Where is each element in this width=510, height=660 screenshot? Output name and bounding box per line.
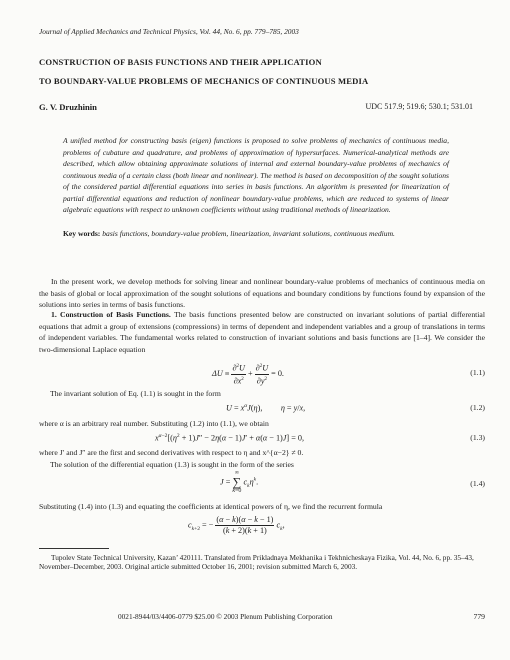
equation-number-1-4: (1.4) xyxy=(470,479,485,488)
text-where-alpha: where α is an arbitrary real number. Substituting (1.2) into (1.1), we obtain xyxy=(39,419,269,428)
author-name: G. V. Druzhinin xyxy=(39,102,97,112)
keywords-label: Key words: xyxy=(63,229,101,238)
equation-number-1-2: (1.2) xyxy=(470,403,485,412)
text-where-J: where J′ and J″ are the first and second derivatives with respect to η and x^{α−2} ≠ 0. xyxy=(39,448,304,457)
copyright-line: 0021-8944/03/4406-0779 $25.00 © 2003 Plenum Publishing Corporation xyxy=(118,612,333,621)
equation-recurrent: $c_{k+2}$ = − $\frac{(\alpha - k)(\alpha - k - 1)}{(k + 2)(k + 1)}$ $c_k$, xyxy=(188,515,285,535)
equation-1-1: ΔU ≡ $\frac{\partial^2U}{\partial x^2}$ + $\frac{\partial^2U}{\partial y^2}$ = 0. xyxy=(212,363,284,386)
equation-1-2: $U = x^\alpha J(\eta)$, η = y/x, xyxy=(226,403,306,413)
section-1-paragraph xyxy=(39,309,485,355)
keywords-list: basis functions, boundary-value problem, linearization, invariant solutions, continuous medium. xyxy=(102,229,395,238)
udc-codes: UDC 517.9; 519.6; 530.1; 531.01 xyxy=(365,102,473,111)
equation-1-3: $x^{\alpha-2}[(\eta^2 + 1)J'' - 2\eta(\alpha - 1)J' + \alpha(\alpha - 1)J] = 0$, xyxy=(155,433,305,443)
page-number: 779 xyxy=(473,612,485,621)
article-title-line-1: CONSTRUCTION OF BASIS FUNCTIONS AND THEIR APPLICATION xyxy=(39,57,322,67)
abstract: A unified method for constructing basis (eigen) functions is proposed to solve problems of mechanics of continuous media, problems of cubature and quadrature, and problems of approximation of hypersurfaces. Numerical-analytical methods are described, which allow obtaining approximate solutions of internal and external boundary-value problems of mechanics of continuous media of a certain class (both linear and nonlinear). The method is based on decomposition of the sought solutions of the considered partial differential equations into series in basis functions. An algorithm is presented for linearization of partial differential equations and reduction of nonlinear boundary-value problems, which are reduced to systems of linear algebraic equations with respect to unknown coefficients without using traditional methods of linearization. xyxy=(63,136,449,214)
equation-1-4: J = ∞ ∑ k=0 $c_k\eta^k$. xyxy=(220,470,259,494)
equation-number-1-3: (1.3) xyxy=(470,433,485,442)
article-title-line-2: TO BOUNDARY-VALUE PROBLEMS OF MECHANICS OF CONTINUOUS MEDIA xyxy=(39,76,369,86)
text-series: The solution of the differential equation (1.3) is sought in the form of the series xyxy=(50,460,294,469)
equation-number-1-1: (1.1) xyxy=(470,368,485,377)
footnote-rule xyxy=(39,548,109,549)
keywords xyxy=(63,228,449,240)
section-text: The basis functions presented below are constructed on invariant solutions of partial differential equations that admit a group of extensions (compressions) in terms of dependent and independent variables and a group of translations in terms of independent variables. The fundamental works related to construction of invariant solutions and basis functions are [1–4]. We consider the two-dimensional Laplace equation xyxy=(39,310,485,354)
footnote: Tupolev State Technical University, Kazan’ 420111. Translated from Prikladnaya Mekhanika i Tekhnicheskaya Fizika, Vol. 44, No. 6, pp. 35–43, November–December, 2003. Original article submitted October 16, 2001; revision submitted March 6, 2003. xyxy=(39,553,474,572)
text-substituting: Substituting (1.4) into (1.3) and equating the coefficients at identical powers of η, we find the recurrent formula xyxy=(39,502,383,511)
section-heading: 1. Construction of Basis Functions. xyxy=(51,310,171,319)
intro-paragraph: In the present work, we develop methods for solving linear and nonlinear boundary-value problems of mechanics of continuous media on the basis of global or local approximation of the sought solutions of equations and boundary conditions by functions found by expansion of the solutions into series in terms of basis functions. xyxy=(39,277,485,309)
journal-header: Journal of Applied Mechanics and Technical Physics, Vol. 44, No. 6, pp. 779–785, 2003 xyxy=(39,27,299,36)
text-invariant-solution: The invariant solution of Eq. (1.1) is sought in the form xyxy=(50,389,221,398)
